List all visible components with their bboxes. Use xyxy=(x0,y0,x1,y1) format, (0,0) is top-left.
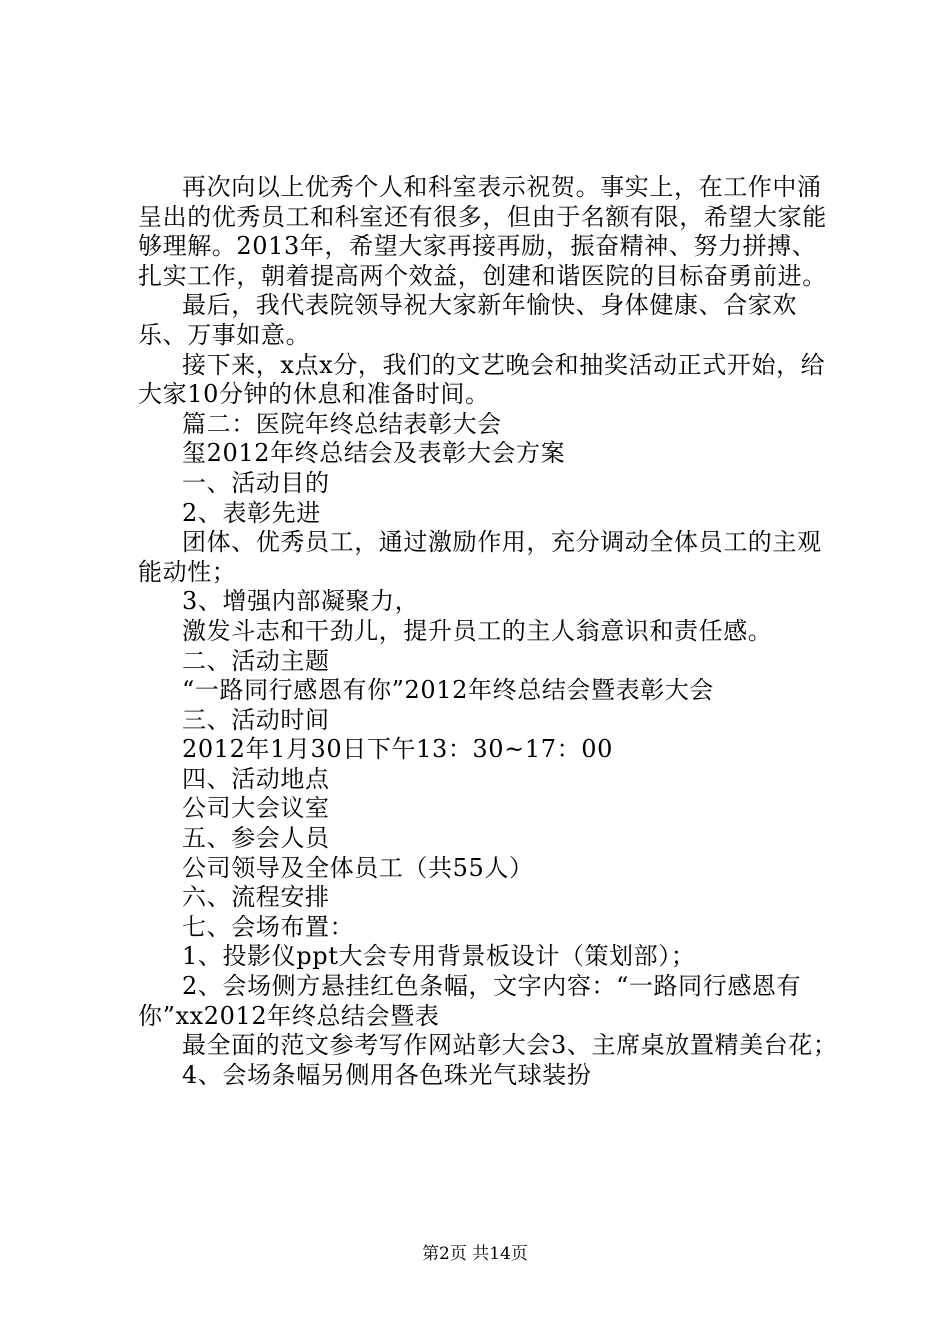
section-heading: 六、流程安排 xyxy=(182,883,330,912)
list-item: 4、会场条幅另侧用各色珠光气球装扮 xyxy=(182,1060,592,1089)
paragraph: 最全面的范文参考写作网站彰大会3、主席桌放置精美台花； xyxy=(182,1031,838,1060)
list-item: 1、投影仪ppt大会专用背景板设计（策划部）； xyxy=(182,942,696,971)
paragraph: 团体、优秀员工，通过激励作用，充分调动全体员工的主观能动性； xyxy=(138,528,822,586)
paragraph: “一路同行感恩有你”2012年终总结会暨表彰大会 xyxy=(182,676,715,705)
section-heading: 一、活动目的 xyxy=(182,468,330,497)
section-heading: 三、活动时间 xyxy=(182,705,330,734)
list-item: 2、表彰先进 xyxy=(182,498,321,527)
paragraph: 公司领导及全体员工（共55人） xyxy=(182,853,534,882)
section-heading: 二、活动主题 xyxy=(182,646,330,675)
section-heading: 七、会场布置： xyxy=(182,912,355,941)
section-heading: 玺2012年终总结会及表彰大会方案 xyxy=(182,439,566,468)
paragraph: 再次向以上优秀个人和科室表示祝贺。事实上，在工作中涌呈出的优秀员工和科室还有很多，但由于名额有限，希望大家能够理解。2013年，希望大家再接再励，振奋精神、努力拼搏、扎实工作，朝着提高两个效益，创建和谐医院的目标奋勇前进。 xyxy=(138,173,827,290)
list-item: 3、增强内部凝聚力， xyxy=(182,587,420,616)
paragraph: 公司大会议室 xyxy=(182,794,330,823)
paragraph: 2012年1月30日下午13：30~17：00 xyxy=(182,735,613,764)
paragraph: 最后，我代表院领导祝大家新年愉快、身体健康、合家欢乐、万事如意。 xyxy=(138,291,797,349)
section-heading: 篇二：医院年终总结表彰大会 xyxy=(182,409,502,438)
paragraph: 激发斗志和干劲儿，提升员工的主人翁意识和责任感。 xyxy=(182,616,773,645)
paragraph: 接下来，x点x分，我们的文艺晚会和抽奖活动正式开始，给大家10分钟的休息和准备时间。 xyxy=(138,350,826,409)
section-heading: 五、参会人员 xyxy=(182,824,330,853)
list-item: 2、会场侧方悬挂红色条幅，文字内容：“一路同行感恩有你”xx2012年终总结会暨表 xyxy=(138,972,802,1030)
page-number-footer: 第2页 共14页 xyxy=(422,1244,528,1264)
section-heading: 四、活动地点 xyxy=(182,764,330,793)
document-body xyxy=(138,173,838,1090)
